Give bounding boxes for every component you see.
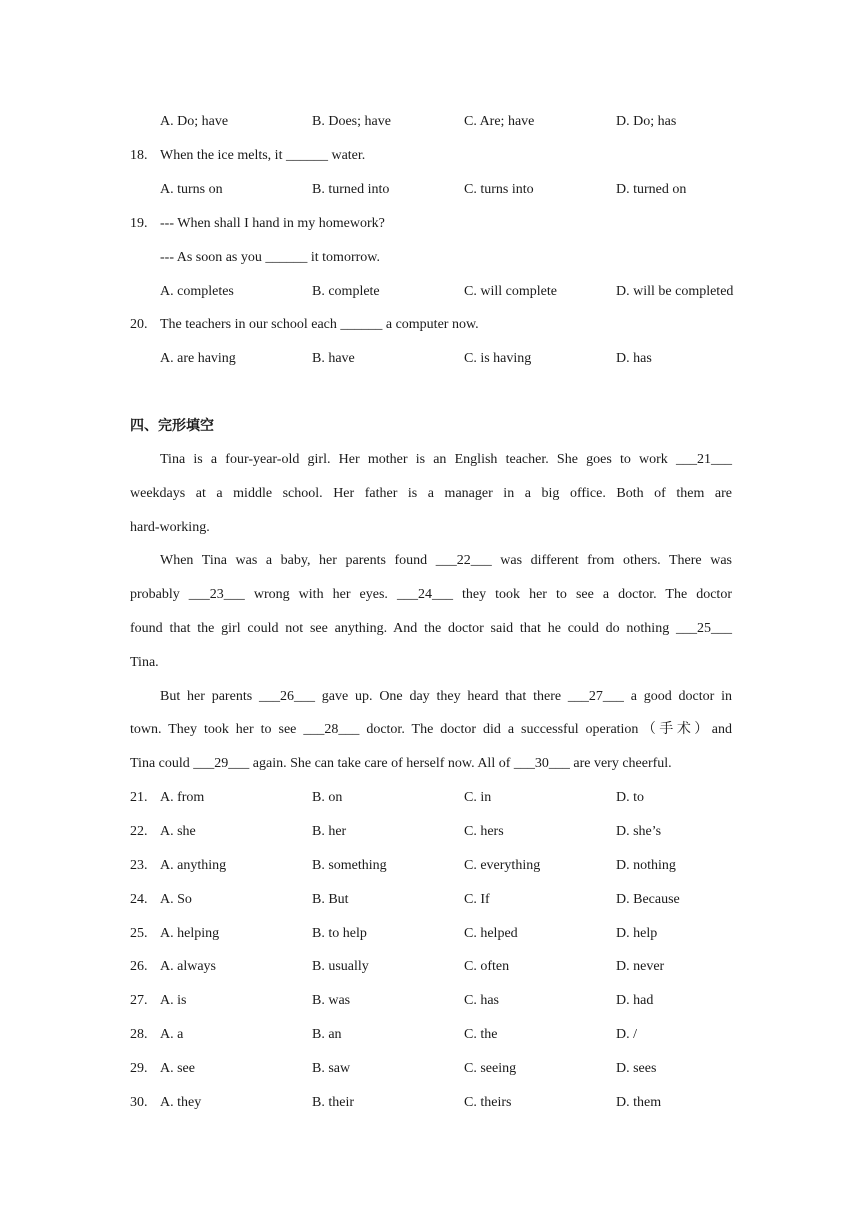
question-stem: When the ice melts, it ______ water. [160,148,366,163]
option-c: C. will complete [464,284,557,299]
option-b: B. to help [312,926,367,941]
option-c: C. If [464,892,490,907]
option-c: C. theirs [464,1095,512,1110]
question-number: 25. [130,926,148,941]
question-stem-line2: --- As soon as you ______ it tomorrow. [160,250,380,265]
cloze-option-row [0,822,860,842]
question-number: 20. [130,317,148,332]
option-d: D. them [616,1095,662,1110]
option-a: A. she [160,824,196,839]
option-a: A. completes [160,284,234,299]
passage-line: hard-working. [130,519,210,535]
passage-line: probably ___23___ wrong with her eyes. ___24___ they took her to see a doctor. The doctor [130,587,732,603]
option-b: B. But [312,892,349,907]
option-d: D. Because [616,892,680,907]
option-b: B. something [312,858,387,873]
q18-options-row [0,180,860,200]
option-d: D. never [616,959,665,974]
option-a: A. Do; have [160,114,229,129]
option-a: A. helping [160,926,220,941]
option-d: D. nothing [616,858,676,873]
passage-line: found that the girl could not see anything. And the doctor said that he could do nothing ___25___ [130,620,732,636]
option-b: B. usually [312,959,369,974]
option-a: A. see [160,1061,195,1076]
option-c: C. seeing [464,1061,517,1076]
question-number: 22. [130,824,148,839]
option-b: B. saw [312,1061,351,1076]
question-stem: The teachers in our school each ______ a computer now. [160,317,479,332]
section-heading: 四、完形填空 [130,418,214,434]
question-19-line2 [0,248,860,268]
option-d: D. turned on [616,182,687,197]
option-b: B. was [312,993,351,1008]
option-d: D. / [616,1027,637,1042]
option-b: B. an [312,1027,342,1042]
option-b: B. have [312,351,355,366]
option-c: C. everything [464,858,541,873]
option-a: A. they [160,1095,202,1110]
question-number: 18. [130,148,148,163]
option-b: B. turned into [312,182,390,197]
question-number: 23. [130,858,148,873]
question-number: 28. [130,1027,148,1042]
option-a: A. a [160,1027,184,1042]
option-b: B. complete [312,284,380,299]
cloze-option-row [0,1093,860,1113]
question-number: 26. [130,959,148,974]
passage-line: When Tina was a baby, her parents found ___22___ was different from others. There was [160,553,732,569]
question-18 [0,146,860,166]
question-number: 27. [130,993,148,1008]
option-c: C. Are; have [464,114,535,129]
question-number: 21. [130,790,148,805]
question-20 [0,315,860,335]
option-a: A. are having [160,351,236,366]
option-d: D. help [616,926,658,941]
option-d: D. has [616,351,652,366]
question-number: 19. [130,216,148,231]
option-c: C. turns into [464,182,534,197]
cloze-option-row [0,788,860,808]
option-b: B. Does; have [312,114,391,129]
passage-line: Tina could ___29___ again. She can take care of herself now. All of ___30___ are very cheerful. [130,756,672,772]
option-a: A. anything [160,858,227,873]
passage [130,443,732,781]
option-a: A. from [160,790,205,805]
option-b: B. her [312,824,347,839]
q20-options-row [0,349,860,369]
q17-options-row [0,112,860,132]
option-c: C. is having [464,351,532,366]
cloze-option-row [0,856,860,876]
option-d: D. had [616,993,654,1008]
option-a: A. is [160,993,187,1008]
question-stem: --- When shall I hand in my homework? [160,216,385,231]
passage-line: weekdays at a middle school. Her father is a manager in a big office. Both of them are [130,485,732,501]
option-b: B. their [312,1095,354,1110]
passage-line: But her parents ___26___ gave up. One day they heard that there ___27___ a good doctor in [160,688,732,704]
option-d: D. to [616,790,644,805]
option-d: D. will be completed [616,284,734,299]
question-19 [0,214,860,234]
option-d: D. Do; has [616,114,677,129]
question-number: 29. [130,1061,148,1076]
cloze-option-row [0,924,860,944]
option-c: C. the [464,1027,498,1042]
passage-line: Tina. [130,654,159,670]
cloze-option-row [0,991,860,1011]
q19-options-row [0,282,860,302]
option-a: A. always [160,959,216,974]
option-c: C. in [464,790,492,805]
option-d: D. she’s [616,824,662,839]
option-a: A. So [160,892,192,907]
option-b: B. on [312,790,343,805]
section-heading-row [0,416,860,436]
question-number: 30. [130,1095,148,1110]
option-a: A. turns on [160,182,223,197]
option-c: C. helped [464,926,518,941]
passage-line: Tina is a four-year-old girl. Her mother is an English teacher. She goes to work ___21___ [160,452,732,467]
question-number: 24. [130,892,148,907]
cloze-option-row [0,1059,860,1079]
cloze-option-row [0,1025,860,1045]
option-c: C. often [464,959,510,974]
cloze-option-row [0,890,860,910]
option-d: D. sees [616,1061,657,1076]
passage-line: town. They took her to see ___28___ doctor. The doctor did a successful operation（手术）and [130,722,732,738]
option-c: C. has [464,993,499,1008]
option-c: C. hers [464,824,504,839]
cloze-option-row [0,957,860,977]
